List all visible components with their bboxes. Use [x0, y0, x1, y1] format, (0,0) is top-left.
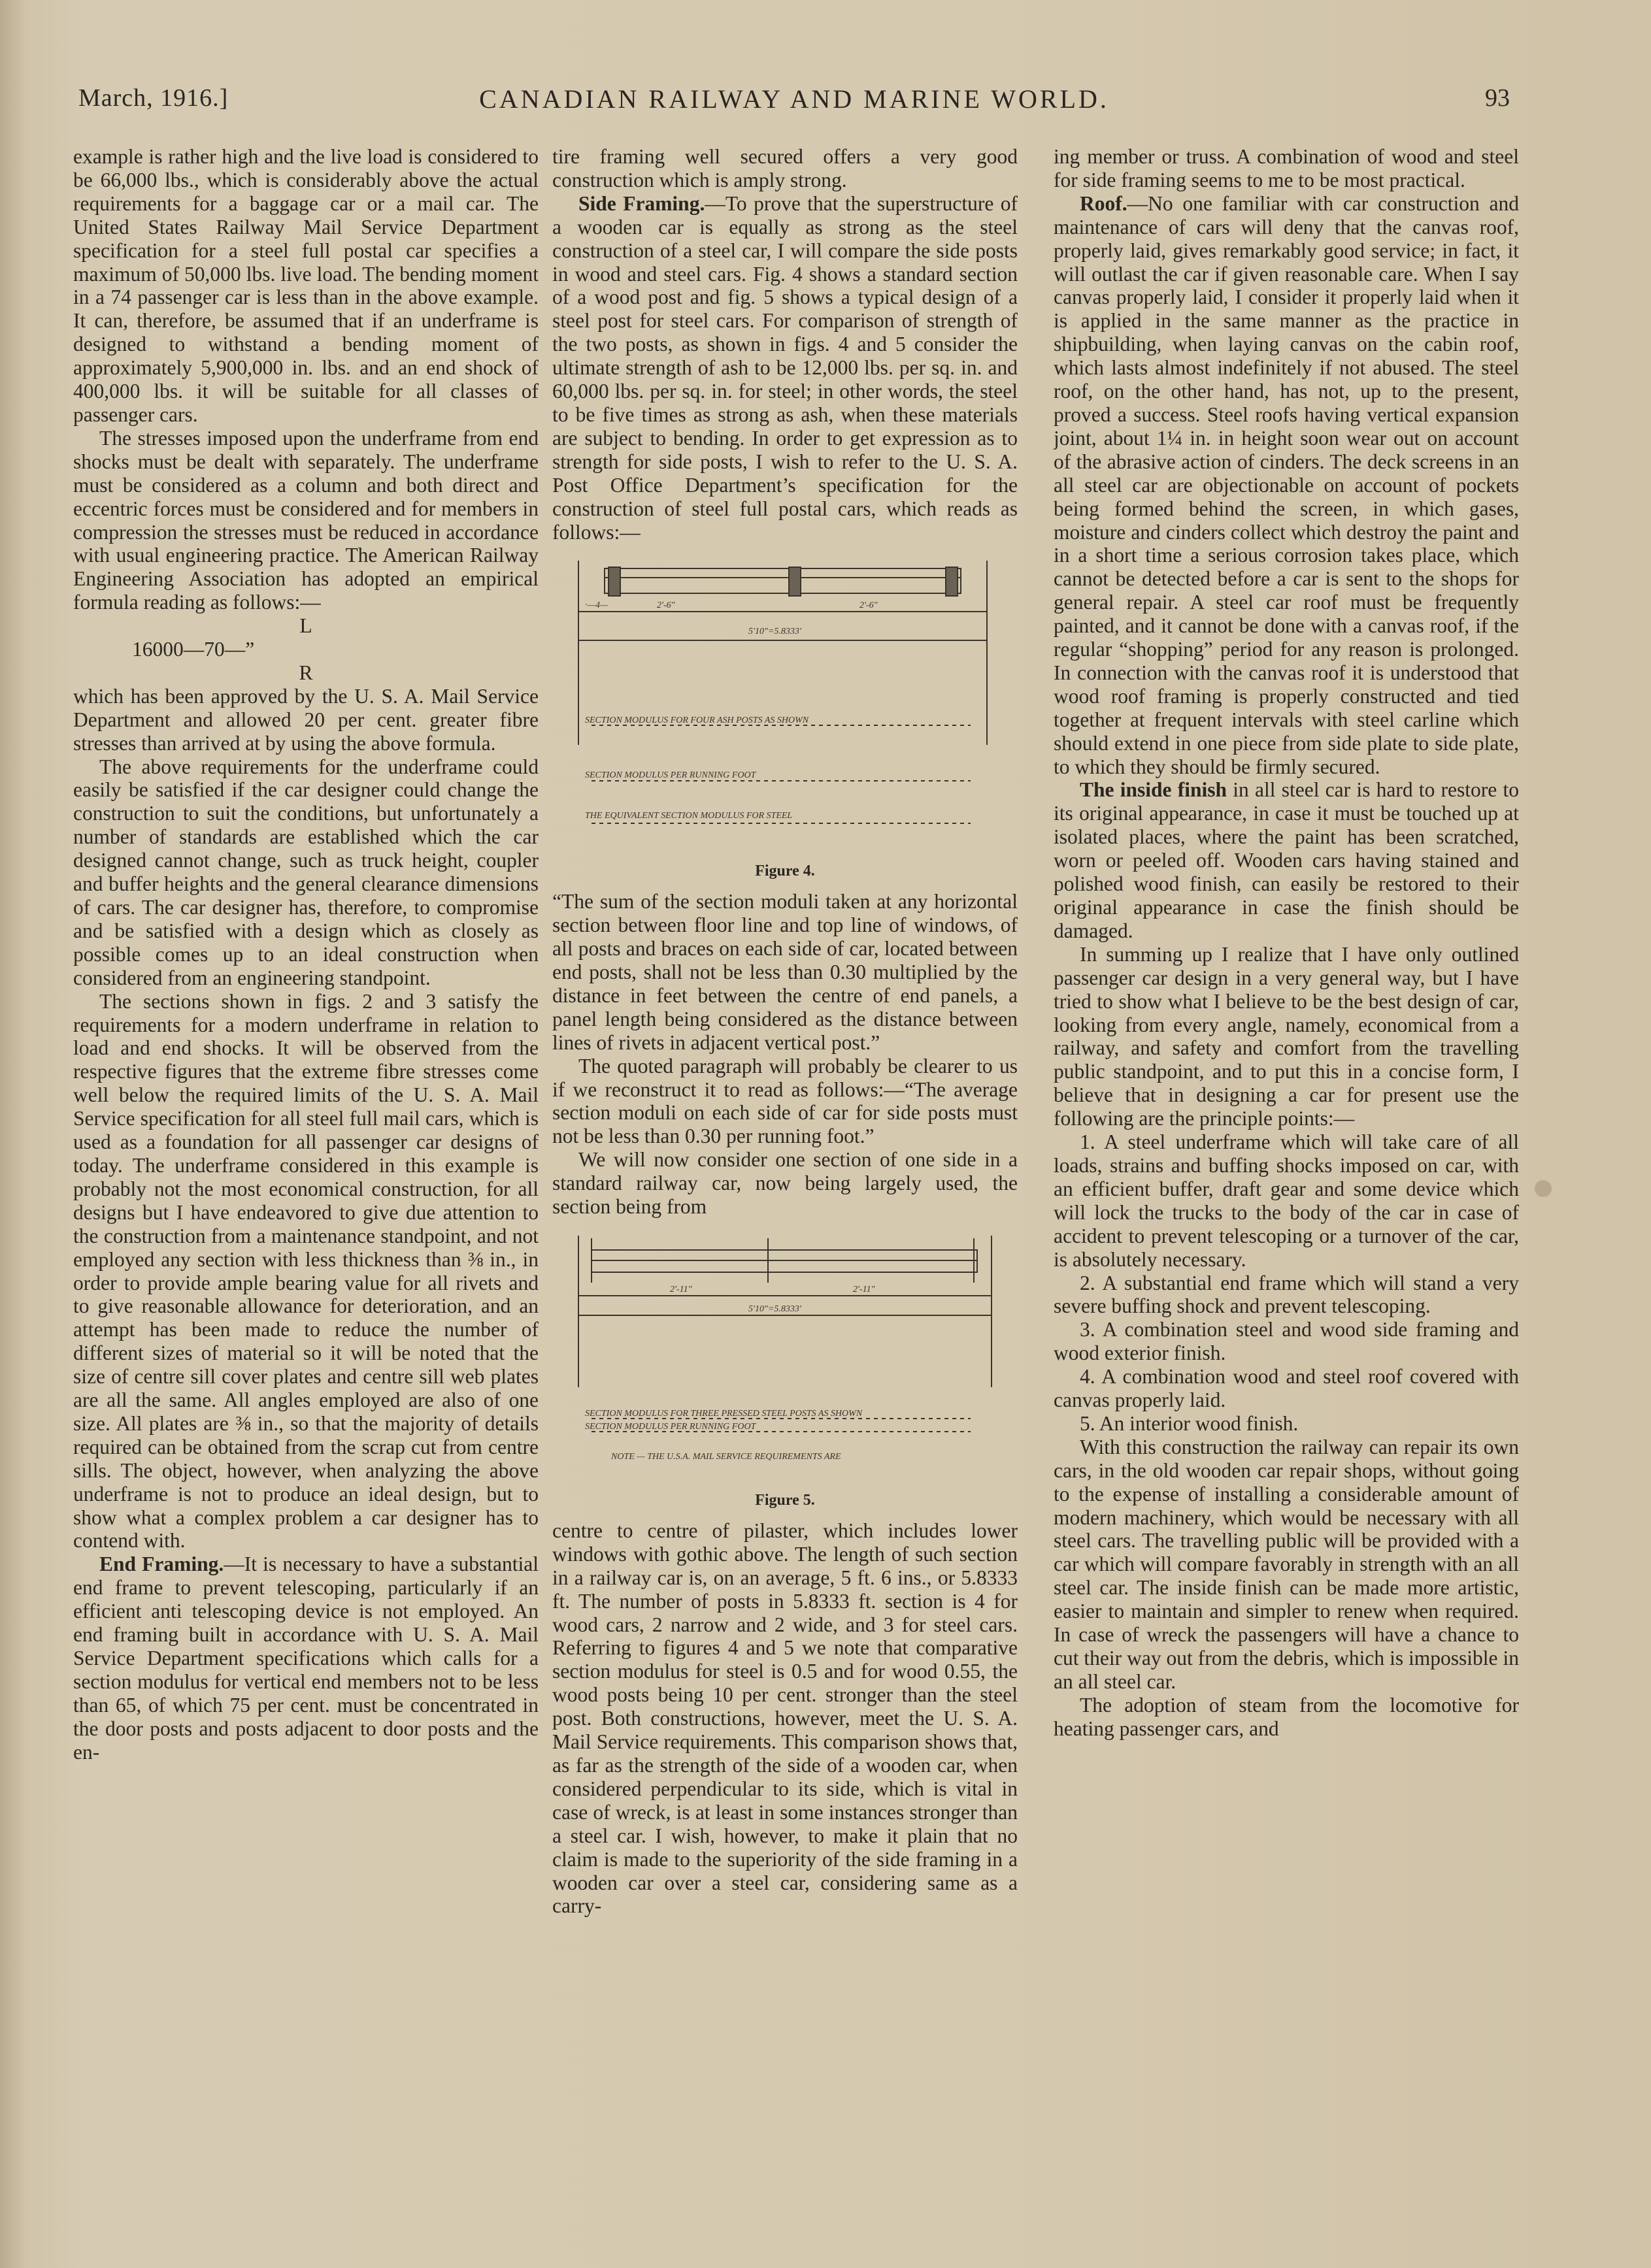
svg-text:SECTION MODULUS PER RUNNING FO: SECTION MODULUS PER RUNNING FOOT: [585, 1422, 756, 1432]
list-item: 4. A combination wood and steel roof covered with canvas properly laid.: [1054, 1365, 1519, 1412]
paragraph: example is rather high and the live load is considered to be 66,000 lbs., which is considerably above the actual requirements for a baggage car or a mail car. The United States Railway Mail Service Department specification for a steel full postal car specifies a maximum of 50,000 lbs. live load. The bending moment in a 74 passenger car is less than in the above example. It can, therefore, be assumed that if an underframe is designed to withstand a bending moment of approximately 5,900,000 in. lbs. and an end shock of 400,000 lbs. it will be suitable for all classes of passenger cars.: [73, 145, 539, 426]
column-1: [73, 145, 539, 2229]
paragraph: Side Framing.—To prove that the superstructure of a wooden car is equally as strong as the steel construction of a steel car, I will compare the side posts in wood and steel cars. Fig. 4 shows a standard section of a wood post and fig. 5 shows a typical design of a steel post for steel cars. For comparison of strength of the two posts, as shown in figs. 4 and 5 consider the ultimate strength of ash to be 12,000 lbs. per sq. in. and 60,000 lbs. per sq. in. for steel; in other words, the steel to be five times as strong as ash, when these materials are subject to bending. In order to get expression as to strength for side posts, I wish to refer to the U. S. A. Post Office Department’s specification for the construction of steel full postal cars, which reads as follows:—: [552, 191, 1018, 544]
figure-4-drawing: [552, 549, 1018, 856]
list-item: 1. A steel underframe which will take care of all loads, strains and buffing shocks imposed on car, with an efficient buffer, draft gear and some device which will lock the trucks to the body of the car in case of accident to prevent telescoping or a turnover of the car, is absolutely necessary.: [1054, 1130, 1519, 1271]
svg-text:NOTE — THE U.S.A. MAIL SERVICE: NOTE — THE U.S.A. MAIL SERVICE REQUIREMENTS ARE: [611, 1452, 841, 1462]
paragraph: The sections shown in figs. 2 and 3 satisfy the requirements for a modern underframe in relation to load and end shocks. It will be observed from the respective figures that the extreme fibre stresses come well below the required limits of the U. S. A. Mail Service specification for all steel full mail cars, which is used as a foundation for all passenger car designs of today. The underframe considered in this example is probably not the most economical construction, for all designs but I have endeavored to give due attention to the construction from a maintenance standpoint, and not employed any section with less thickness than ⅜ in., in order to provide ample bearing value for all rivets and to give reasonable allowance for deterioration, and an attempt has been made to reduce the number of different sizes of material so it will be noted that the size of centre sill cover plates and centre sill web plates are all the same. All angles employed are also of one size. All plates are ⅜ in., so that the majority of details required can be obtained from the scrap cut from centre sills. The object, however, when analyzing the above underframe is not to produce an ideal design, but to show what a complex problem a car designer has to contend with.: [73, 989, 539, 1553]
svg-text:5'10"=5.8333': 5'10"=5.8333': [748, 1304, 801, 1314]
list-item: 5. An interior wood finish.: [1080, 1411, 1299, 1435]
svg-text:THE EQUIVALENT SECTION MODULUS: THE EQUIVALENT SECTION MODULUS FOR STEEL: [585, 811, 793, 821]
svg-text:·—4—: ·—4—: [585, 600, 609, 611]
svg-text:2'-11": 2'-11": [670, 1285, 692, 1294]
column-2: [552, 145, 1018, 2229]
section-heading: Roof.: [1080, 191, 1127, 215]
paragraph: ing member or truss. A combination of wood and steel for side framing seems to me to be most practical.: [1054, 145, 1519, 191]
formula-line: L: [299, 614, 312, 638]
paragraph: The stresses imposed upon the underframe from end shocks must be dealt with separately. The underframe must be considered as a column and both direct and eccentric forces must be considered and for members in compression the stresses must be reduced in accordance with usual engineering practice. The American Railway Engineering Association has adopted an empirical formula reading as follows:—: [73, 426, 539, 614]
principle-points-list: [1054, 1130, 1519, 1436]
figure-5-caption: Figure 5.: [755, 1492, 815, 1509]
section-heading: The inside finish: [1080, 778, 1227, 802]
paragraph: The quoted paragraph will probably be clearer to us if we reconstruct it to read as follows:—“The average section moduli on each side of car for side posts must not be less than 0.30 per running foot.”: [552, 1054, 1018, 1148]
figure-5-drawing: [552, 1224, 1018, 1485]
paragraph: We will now consider one section of one side in a standard railway car, now being largely used, the section being from: [552, 1148, 1018, 1219]
svg-text:SECTION MODULUS FOR THREE PRES: SECTION MODULUS FOR THREE PRESSED STEEL POSTS AS SHOWN: [585, 1409, 863, 1419]
paragraph: End Framing.—It is necessary to have a substantial end frame to prevent telescoping, particularly if an efficient anti telescoping device is not employed. An end framing built in accordance with U. S. A. Mail Service Department specifications which calls for a section modulus for vertical end members not to be less than 65, of which 75 per cent. must be concentrated in the door posts and posts adjacent to door posts and the en-: [73, 1553, 539, 1764]
page-number: 93: [1485, 84, 1510, 112]
list-item: 2. A substantial end frame which will stand a very severe buffing shock and prevent telescoping.: [1054, 1271, 1519, 1318]
header-publication: CANADIAN RAILWAY AND MARINE WORLD.: [479, 84, 1109, 114]
svg-text:2'-6": 2'-6": [859, 600, 878, 611]
paragraph: The adoption of steam from the locomotive for heating passenger cars, and: [1054, 1693, 1519, 1740]
paragraph: The inside finish in all steel car is hard to restore to its original appearance, in case it must be touched up at isolated places, where the paint has been scratched, worn or peeled off. Wooden cars having stained and polished wood finish, can easily be restored to their original appearance in case the finish should be damaged.: [1054, 778, 1519, 942]
paragraph: centre to centre of pilaster, which includes lower windows with gothic above. The length of such section in a railway car is, on an average, 5 ft. 6 ins., or 5.8333 ft. The number of posts in 5.8333 ft. section is 4 for wood cars, 2 narrow and 2 wide, and 3 for steel cars. Referring to figures 4 and 5 we note that comparative section modulus for steel is 0.5 and for wood 0.55, the wood posts being 10 per cent. stronger than the steel post. Both constructions, however, meet the U. S. A. Mail Service requirements. This comparison shows that, as far as the strength of the side of a wooden car, when considered perpendicular to its side, which is vital in case of wreck, is at least in some instances stronger than a steel car. I wish, however, to make it plain that no claim is made to the superiority of the side framing in a wooden car over a steel car, considering same as a carry-: [552, 1519, 1018, 1918]
paper-stain: [1535, 1180, 1552, 1197]
svg-text:SECTION MODULUS FOR FOUR ASH P: SECTION MODULUS FOR FOUR ASH POSTS AS SHOWN: [585, 715, 809, 726]
svg-text:2'-6": 2'-6": [657, 600, 675, 611]
running-header: [78, 84, 1510, 123]
svg-text:SECTION MODULUS PER RUNNING FO: SECTION MODULUS PER RUNNING FOOT: [585, 770, 756, 781]
figure-4: [552, 549, 1018, 883]
formula-line: 16000—70—”: [132, 638, 255, 661]
paragraph: tire framing well secured offers a very good construction which is amply strong.: [552, 145, 1018, 191]
paragraph: In summing up I realize that I have only outlined passenger car design in a very general way, but I have tried to show what I believe to be the best design of car, looking from every angle, namely, economical from a railway, and safety and comfort from the travelling public standpoint, and to put this in a concise form, I believe that in designing a car for present use the following are the principle points:—: [1054, 942, 1519, 1130]
section-heading: Side Framing.: [578, 191, 705, 215]
figure-5: [552, 1224, 1018, 1513]
formula-line: R: [299, 661, 313, 684]
figure-4-caption: Figure 4.: [755, 863, 815, 880]
column-3: [1054, 145, 1519, 2229]
paragraph: Roof.—No one familiar with car construction and maintenance of cars will deny that the canvas roof, properly laid, gives remarkably good service; in fact, it will outlast the car if given reasonable care. When I say canvas properly laid, I consider it properly laid when it is applied in the same manner as the practice in shipbuilding, when laying canvas on the cabin roof, which lasts almost indefinitely if not abused. The steel roof, on the other hand, has not, up to the present, proved a success. Steel roofs having vertical expansion joint, about 1¼ in. in height soon wear out on account of the abrasive action of cinders. The deck screens in an all steel car are objectionable on account of pockets being formed behind the screen, in which gases, moisture and cinders collect which destroy the paint and in a short time a serious corrosion takes place, which cannot be detected before a car is sent to the shops for general repair. A steel car roof must be frequently painted, and it cannot be done with a canvas roof, if the regular “shopping” period for any reason is prolonged. In connection with the canvas roof it is understood that wood roof framing is properly constructed and tied together at frequent intervals with steel carline which should extend in one piece from side plate to side plate, to which they should be firmly secured.: [1054, 191, 1519, 778]
paragraph: The above requirements for the underframe could easily be satisfied if the car designer could change the construction to suit the conditions, but unfortunately a number of standards are established which the car designed cannot change, such as truck height, coupler and buffer heights and the general clearance dimensions of cars. The car designer has, therefore, to compromise and be satisfied with a design which as closely as possible comes up to an ideal construction when considered from an engineering standpoint.: [73, 755, 539, 989]
list-item: 3. A combination steel and wood side framing and wood exterior finish.: [1054, 1318, 1519, 1365]
svg-text:2'-11": 2'-11": [853, 1285, 875, 1294]
paragraph: “The sum of the section moduli taken at any horizontal section between floor line and top line of windows, of all posts and braces on each side of car, located between end posts, shall not be less than 0.30 multiplied by the distance in feet between the centre of end panels, a panel length being considered as the distance between lines of rivets in adjacent vertical post.”: [552, 890, 1018, 1054]
paragraph: With this construction the railway can repair its own cars, in the old wooden car repair shops, without going to the expense of installing a considerable amount of modern machinery, which would be necessary with all steel cars. The travelling public will be provided with a car which will compare favorably in strength with an all steel car. The inside finish can be made more artistic, easier to maintain and simpler to renew when required. In case of wreck the passengers will have a chance to cut their way out from the debris, which is impossible in an all steel car.: [1054, 1435, 1519, 1693]
svg-text:5'10"=5.8333': 5'10"=5.8333': [748, 627, 801, 637]
header-date: March, 1916.]: [78, 84, 229, 112]
paragraph: which has been approved by the U. S. A. Mail Service Department and allowed 20 per cent. greater fibre stresses than arrived at by using the above formula.: [73, 684, 539, 755]
section-heading: End Framing.: [99, 1553, 224, 1576]
